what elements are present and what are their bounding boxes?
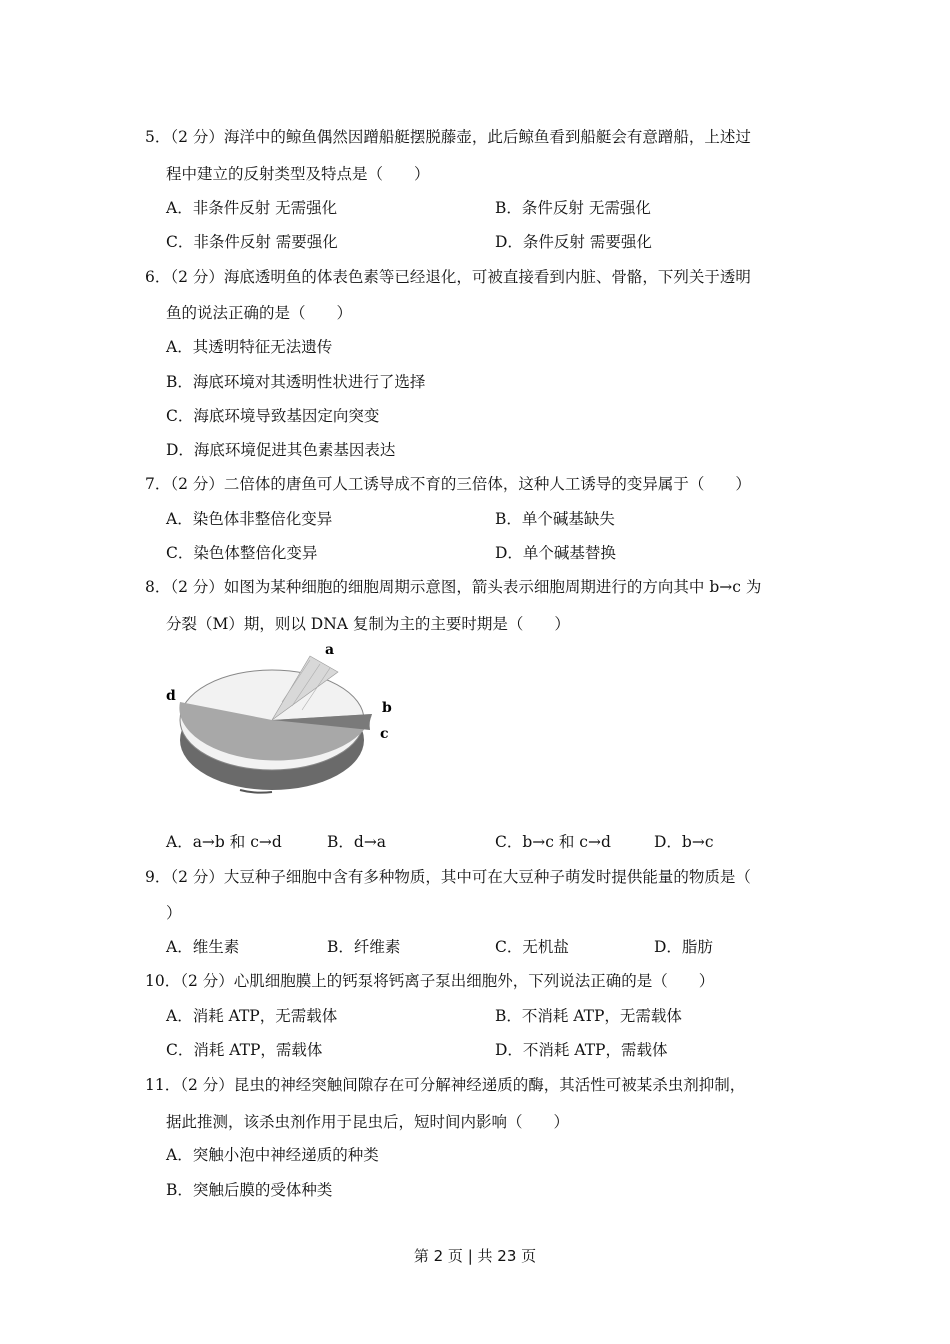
q8-option-b: B．d→a bbox=[327, 833, 387, 851]
q10-option-a: A．消耗 ATP，无需载体 bbox=[166, 1007, 338, 1025]
q10-option-d: D．不消耗 ATP，需载体 bbox=[495, 1041, 668, 1059]
q5-option-b: B．条件反射 无需强化 bbox=[495, 199, 651, 217]
q5-option-d: D．条件反射 需要强化 bbox=[495, 233, 652, 251]
q10-option-c: C．消耗 ATP，需载体 bbox=[166, 1041, 323, 1059]
q9-option-b: B．纤维素 bbox=[327, 938, 401, 956]
q6-option-a: A．其透明特征无法遗传 bbox=[166, 338, 333, 356]
question-9-text-cont: ） bbox=[166, 904, 182, 922]
q10-option-b: B．不消耗 ATP，无需载体 bbox=[495, 1007, 682, 1025]
question-7-text: 7．（2 分）二倍体的唐鱼可人工诱导成不育的三倍体，这种人工诱导的变异属于（ ） bbox=[145, 475, 751, 493]
label-b: b bbox=[382, 700, 392, 716]
q9-option-a: A．维生素 bbox=[166, 938, 240, 956]
question-6-text-cont: 鱼的说法正确的是（ ） bbox=[166, 304, 353, 322]
q8-option-d: D．b→c bbox=[654, 833, 714, 851]
label-a: a bbox=[325, 642, 335, 658]
q7-option-c: C．染色体整倍化变异 bbox=[166, 544, 318, 562]
question-6-text: 6．（2 分）海底透明鱼的体表色素等已经退化，可被直接看到内脏、骨骼，下列关于透明 bbox=[145, 268, 751, 286]
label-d: d bbox=[166, 688, 176, 704]
question-5-text-cont: 程中建立的反射类型及特点是（ ） bbox=[166, 165, 430, 183]
q8-option-a: A．a→b 和 c→d bbox=[166, 833, 282, 851]
cell-cycle-diagram bbox=[160, 642, 410, 802]
direction-arrow bbox=[240, 790, 272, 793]
question-8-text-cont: 分裂（M）期，则以 DNA 复制为主的主要时期是（ ） bbox=[166, 615, 570, 633]
page-footer: 第 2 页 | 共 23 页 bbox=[413, 1247, 537, 1265]
question-5-text: 5．（2 分）海洋中的鲸鱼偶然因蹭船艇摆脱藤壶，此后鲸鱼看到船艇会有意蹭船，上述过 bbox=[145, 128, 751, 146]
q5-option-a: A．非条件反射 无需强化 bbox=[166, 199, 338, 217]
question-11-text-cont: 据此推测，该杀虫剂作用于昆虫后，短时间内影响（ ） bbox=[166, 1113, 570, 1131]
question-11-text: 11．（2 分）昆虫的神经突触间隙存在可分解神经递质的酶，其活性可被某杀虫剂抑制， bbox=[145, 1076, 746, 1094]
q7-option-a: A．染色体非整倍化变异 bbox=[166, 510, 333, 528]
q6-option-b: B．海底环境对其透明性状进行了选择 bbox=[166, 373, 426, 391]
q6-option-c: C．海底环境导致基因定向突变 bbox=[166, 407, 380, 425]
q11-option-b: B．突触后膜的受体种类 bbox=[166, 1181, 333, 1199]
q8-option-c: C．b→c 和 c→d bbox=[495, 833, 611, 851]
question-10-text: 10．（2 分）心肌细胞膜上的钙泵将钙离子泵出细胞外，下列说法正确的是（ ） bbox=[145, 972, 715, 990]
q6-option-d: D．海底环境促进其色素基因表达 bbox=[166, 441, 396, 459]
q11-option-a: A．突触小泡中神经递质的种类 bbox=[166, 1146, 379, 1164]
question-9-text: 9．（2 分）大豆种子细胞中含有多种物质，其中可在大豆种子萌发时提供能量的物质是（ bbox=[145, 868, 751, 886]
label-c: c bbox=[380, 726, 389, 742]
q7-option-b: B．单个碱基缺失 bbox=[495, 510, 615, 528]
q7-option-d: D．单个碱基替换 bbox=[495, 544, 616, 562]
q9-option-c: C．无机盐 bbox=[495, 938, 569, 956]
cell-cycle-svg bbox=[160, 642, 410, 802]
question-8-text: 8．（2 分）如图为某种细胞的细胞周期示意图，箭头表示细胞周期进行的方向其中 b→c 为 bbox=[145, 578, 762, 596]
q5-option-c: C．非条件反射 需要强化 bbox=[166, 233, 338, 251]
q9-option-d: D．脂肪 bbox=[654, 938, 713, 956]
